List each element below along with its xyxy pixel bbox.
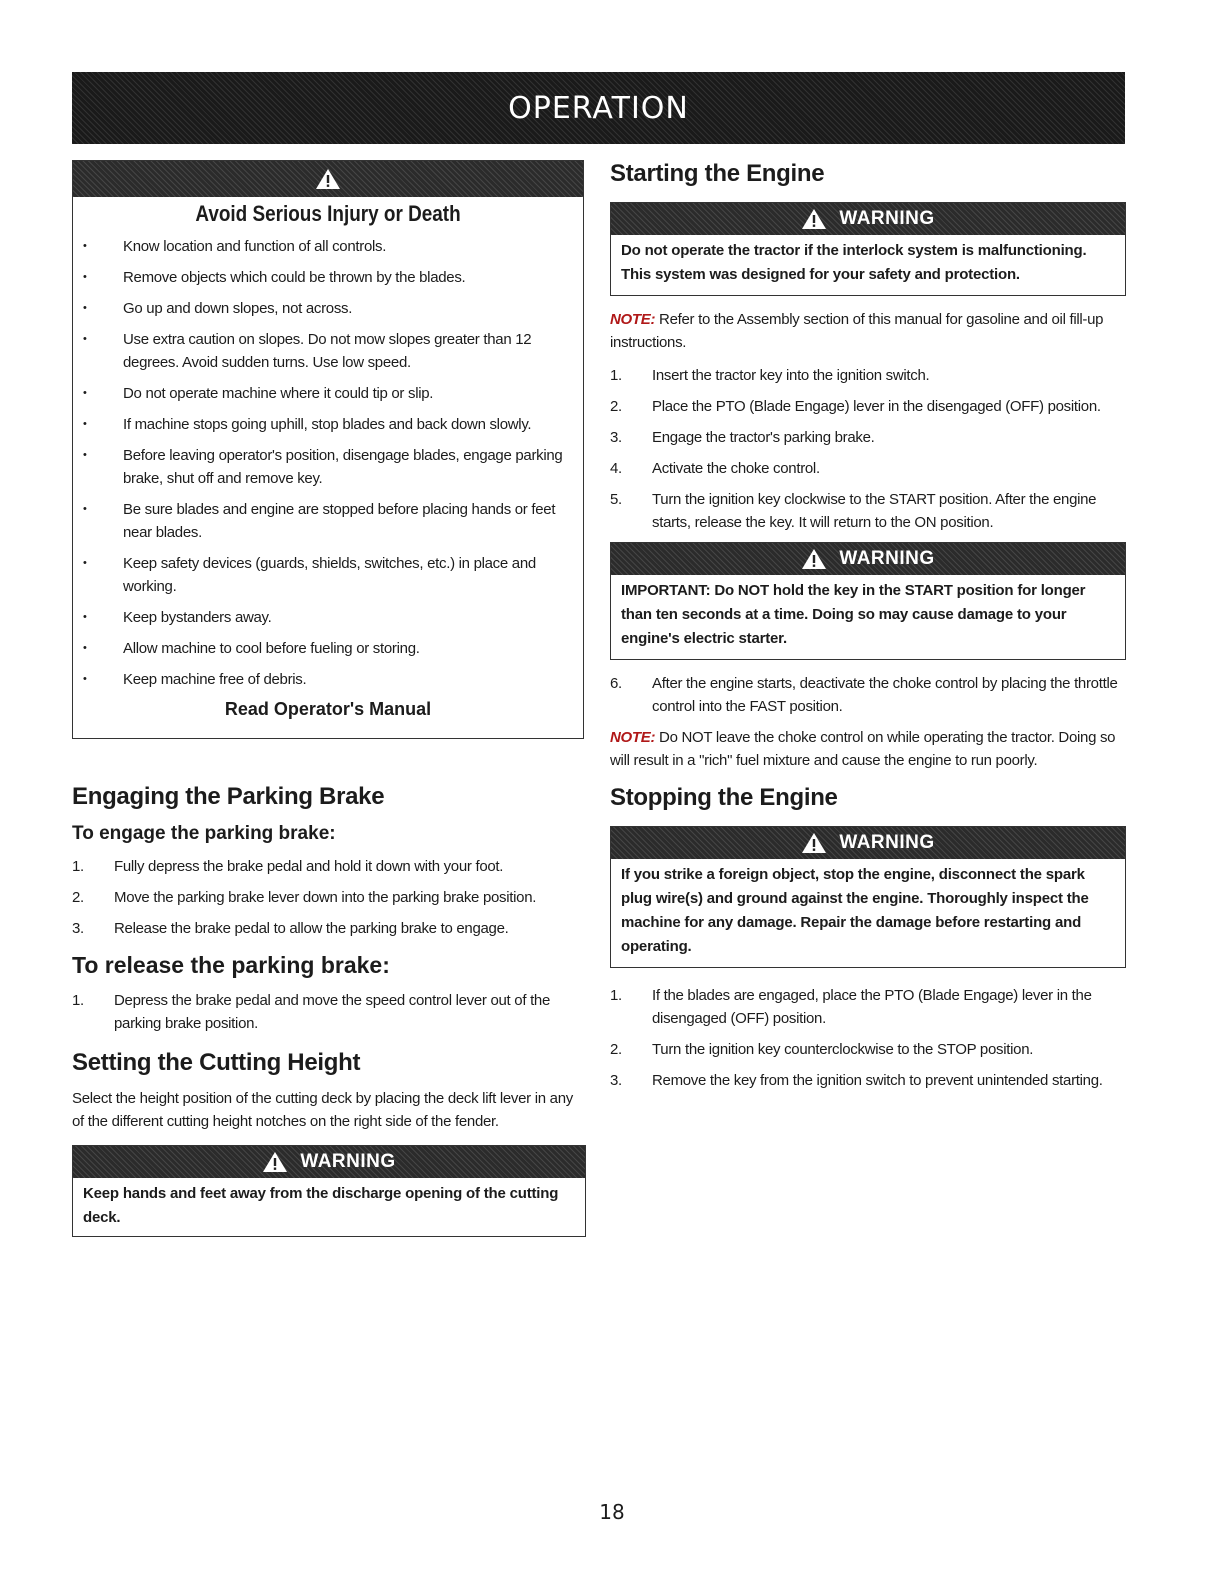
choke-note	[610, 726, 1126, 772]
engage-steps	[72, 855, 586, 940]
list-item: • Keep machine free of debris.	[83, 668, 569, 691]
note-text: Refer to the Assembly section of this manual for gasoline and oil fill-up instructions.	[610, 311, 1104, 351]
warning-triangle-icon	[801, 208, 827, 230]
warning-triangle-icon	[262, 1151, 288, 1173]
cutting-height-body: Select the height position of the cutting deck by placing the deck lift lever in any of the different cutting height notches on the right side of the fender.	[72, 1090, 573, 1130]
warning-triangle-icon	[315, 168, 341, 190]
list-item	[610, 457, 1126, 480]
cutting-warning-box	[72, 1145, 586, 1237]
list-item: • Use extra caution on slopes. Do not mow slopes greater than 12 degrees. Avoid sudden turns. Use low speed.	[83, 328, 569, 374]
step-number: 1.	[610, 367, 622, 384]
step-text: Insert the tractor key into the ignition switch.	[652, 367, 930, 384]
list-item	[610, 364, 1126, 387]
list-item	[72, 855, 586, 878]
list-item	[610, 395, 1126, 418]
list-item: • Be sure blades and engine are stopped before placing hands or feet near blades.	[83, 498, 569, 544]
step-text: Place the PTO (Blade Engage) lever in the disengaged (OFF) position.	[652, 398, 1101, 415]
list-item: • Keep safety devices (guards, shields, switches, etc.) in place and working.	[83, 552, 569, 598]
warning-label: WARNING	[839, 548, 935, 569]
list-item	[610, 1069, 1126, 1092]
list-item	[610, 1038, 1126, 1061]
step-text: Turn the ignition key clockwise to the START position. After the engine starts, release the key. It will return to the ON position.	[652, 491, 1097, 531]
avoid-injury-header	[73, 161, 583, 197]
parking-brake-heading: Engaging the Parking Brake	[72, 783, 385, 810]
list-item: • Allow machine to cool before fueling or storing.	[83, 637, 569, 660]
assembly-note	[610, 308, 1126, 354]
left-column	[72, 160, 586, 1237]
step-text: Fully depress the brake pedal and hold it down with your foot.	[114, 858, 504, 875]
warning-label: WARNING	[839, 832, 935, 853]
warning-triangle-icon	[801, 548, 827, 570]
list-item	[610, 426, 1126, 449]
step-text: Release the brake pedal to allow the parking brake to engage.	[114, 920, 509, 937]
warning-label: WARNING	[839, 208, 935, 229]
engage-subheading: To engage the parking brake:	[72, 823, 336, 844]
step-text: After the engine starts, deactivate the choke control by placing the throttle control into the FAST position.	[652, 675, 1118, 715]
list-item	[72, 917, 586, 940]
warning-header	[611, 827, 1125, 859]
warning-header	[611, 203, 1125, 235]
note-label: NOTE:	[610, 311, 656, 328]
step-text: Activate the choke control.	[652, 460, 820, 477]
step-number: 3.	[72, 920, 84, 937]
starting-steps	[610, 364, 1126, 534]
step-number: 3.	[610, 429, 622, 446]
section-banner	[72, 72, 1125, 144]
page-number: 18	[599, 1500, 625, 1524]
step-number: 1.	[610, 987, 622, 1004]
avoid-injury-box	[72, 160, 584, 739]
step-number: 3.	[610, 1072, 622, 1089]
list-item: • Keep bystanders away.	[83, 606, 569, 629]
read-manual-footer: Read Operator's Manual	[224, 699, 432, 719]
step-number: 2.	[610, 398, 622, 415]
list-item: • Do not operate machine where it could tip or slip.	[83, 382, 569, 405]
list-item: • Remove objects which could be thrown by the blades.	[83, 266, 569, 289]
list-item: • If machine stops going uphill, stop blades and back down slowly.	[83, 413, 569, 436]
step-text: If the blades are engaged, place the PTO (Blade Engage) lever in the disengaged (OFF) position.	[652, 987, 1092, 1027]
stopping-engine-heading: Stopping the Engine	[610, 784, 838, 811]
list-item: • Before leaving operator's position, disengage blades, engage parking brake, shut off and remove key.	[83, 444, 569, 490]
safety-list	[73, 235, 583, 691]
starting-steps-continued	[610, 672, 1126, 718]
list-item: • Go up and down slopes, not across.	[83, 297, 569, 320]
list-item: • Know location and function of all controls.	[83, 235, 569, 258]
stopping-steps	[610, 984, 1126, 1092]
step-number: 2.	[72, 889, 84, 906]
warning-text: If you strike a foreign object, stop the engine, disconnect the spark plug wire(s) and ground against the engine. Thoroughly inspect the machine for any damage. Repair the damage before restarting and operating.	[621, 866, 1089, 955]
list-item	[72, 886, 586, 909]
banner-title: OPERATION	[508, 90, 689, 126]
release-steps	[72, 989, 586, 1035]
step-number: 1.	[72, 992, 84, 1009]
step-number: 2.	[610, 1041, 622, 1058]
list-item	[72, 989, 586, 1035]
list-item	[610, 984, 1126, 1030]
note-label: NOTE:	[610, 729, 656, 746]
step-number: 6.	[610, 675, 622, 692]
step-text: Turn the ignition key counterclockwise to the STOP position.	[652, 1041, 1034, 1058]
starter-warning-box	[610, 542, 1126, 660]
step-text: Move the parking brake lever down into the parking brake position.	[114, 889, 537, 906]
interlock-warning-box	[610, 202, 1126, 296]
avoid-injury-title: Avoid Serious Injury or Death	[195, 201, 461, 226]
step-text: Depress the brake pedal and move the speed control lever out of the parking brake position.	[114, 992, 551, 1032]
list-item	[610, 672, 1126, 718]
warning-text: Keep hands and feet away from the discharge opening of the cutting deck.	[83, 1185, 559, 1226]
warning-label: WARNING	[300, 1151, 396, 1172]
warning-triangle-icon	[801, 832, 827, 854]
warning-text: IMPORTANT: Do NOT hold the key in the START position for longer than ten seconds at a time. Doing so may cause damage to your engine's electric starter.	[621, 582, 1086, 647]
release-subheading: To release the parking brake:	[72, 952, 390, 978]
step-number: 1.	[72, 858, 84, 875]
starting-engine-heading: Starting the Engine	[610, 160, 825, 187]
list-item	[610, 488, 1126, 534]
foreign-object-warning-box	[610, 826, 1126, 968]
warning-header	[611, 543, 1125, 575]
step-number: 4.	[610, 460, 622, 477]
warning-text: Do not operate the tractor if the interlock system is malfunctioning. This system was designed for your safety and protection.	[621, 242, 1087, 283]
step-number: 5.	[610, 491, 622, 508]
right-column	[610, 160, 1126, 1100]
cutting-height-heading: Setting the Cutting Height	[72, 1049, 361, 1076]
step-text: Engage the tractor's parking brake.	[652, 429, 875, 446]
step-text: Remove the key from the ignition switch to prevent unintended starting.	[652, 1072, 1103, 1089]
warning-header	[73, 1146, 585, 1178]
note-text: Do NOT leave the choke control on while operating the tractor. Doing so will result in a "rich" fuel mixture and cause the engine to run poorly.	[610, 729, 1116, 769]
